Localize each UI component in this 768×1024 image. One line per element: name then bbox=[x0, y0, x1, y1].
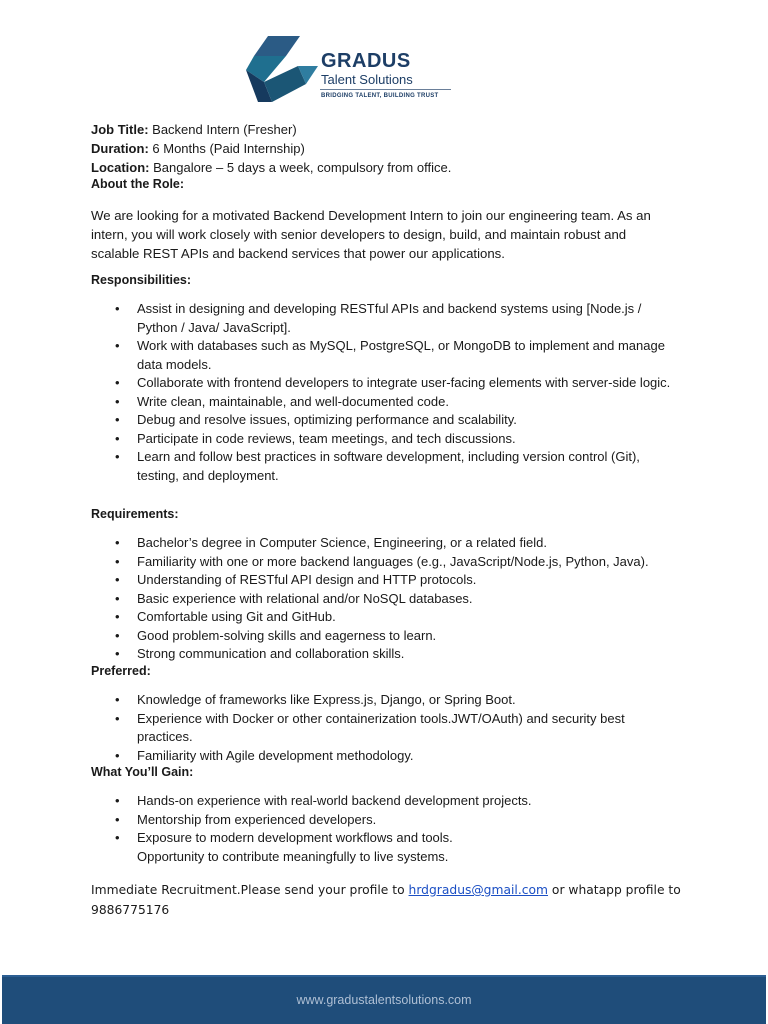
gradus-logo-icon bbox=[244, 36, 320, 102]
list-item: • Work with databases such as MySQL, PostgreSQL, or MongoDB to implement and manage data models. bbox=[91, 337, 681, 374]
list-item: • Learn and follow best practices in software development, including version control (Git), testing, and deployment. bbox=[91, 448, 681, 485]
list-item: • Good problem-solving skills and eagerness to learn. bbox=[91, 627, 681, 646]
preferred-list bbox=[91, 691, 681, 765]
preferred-heading: Preferred: bbox=[91, 664, 151, 678]
job-title-value: Backend Intern (Fresher) bbox=[148, 122, 297, 137]
list-item: • Mentorship from experienced developers. bbox=[91, 811, 681, 830]
list-item: • Debug and resolve issues, optimizing performance and scalability. bbox=[91, 411, 681, 430]
list-item: • Familiarity with Agile development methodology. bbox=[91, 747, 681, 766]
list-item: • Participate in code reviews, team meetings, and tech discussions. bbox=[91, 430, 681, 449]
duration-line bbox=[91, 141, 305, 157]
job-title-label: Job Title: bbox=[91, 122, 149, 137]
contact-middle: or whatapp profile to bbox=[548, 883, 681, 897]
contact-text bbox=[91, 880, 691, 920]
logo-subtitle: Talent Solutions bbox=[321, 72, 413, 87]
list-item: • Experience with Docker or other containerization tools.JWT/OAuth) and security best practices. bbox=[91, 710, 681, 747]
about-heading: About the Role: bbox=[91, 177, 185, 191]
duration-label: Duration: bbox=[91, 141, 149, 156]
company-logo bbox=[244, 36, 454, 102]
footer-website[interactable]: www.gradustalentsolutions.com bbox=[296, 993, 472, 1007]
job-title-line bbox=[91, 122, 297, 138]
gain-list bbox=[91, 792, 681, 866]
contact-phone: 9886775176 bbox=[91, 903, 170, 917]
list-item: • Assist in designing and developing RESTful APIs and backend systems using [Node.js / Python / Java/ JavaScript]. bbox=[91, 300, 681, 337]
logo-tagline: BRIDGING TALENT, BUILDING TRUST bbox=[321, 93, 439, 99]
location-line bbox=[91, 160, 451, 176]
requirements-list bbox=[91, 534, 681, 664]
responsibilities-heading: Responsibilities: bbox=[91, 273, 192, 287]
list-item: • Bachelor’s degree in Computer Science, Engineering, or a related field. bbox=[91, 534, 681, 553]
list-item: • Collaborate with frontend developers to integrate user-facing elements with server-side logic. bbox=[91, 374, 681, 393]
location-value: Bangalore – 5 days a week, compulsory from office. bbox=[149, 160, 452, 175]
list-item: • Familiarity with one or more backend languages (e.g., JavaScript/Node.js, Python, Java). bbox=[91, 553, 681, 572]
logo-divider bbox=[320, 89, 451, 90]
list-item: • Hands-on experience with real-world backend development projects. bbox=[91, 792, 681, 811]
list-item: • Knowledge of frameworks like Express.js, Django, or Spring Boot. bbox=[91, 691, 681, 710]
list-item: • Understanding of RESTful API design and HTTP protocols. bbox=[91, 571, 681, 590]
list-item: • Strong communication and collaboration skills. bbox=[91, 645, 681, 664]
about-text: We are looking for a motivated Backend Development Intern to join our engineering team. As an intern, you will work closely with senior developers to design, build, and maintain robust and scalable REST APIs and backend services that power our applications. bbox=[91, 208, 651, 261]
footer-bar bbox=[2, 975, 766, 1024]
list-item: • Exposure to modern development workflows and tools. bbox=[91, 829, 681, 848]
contact-prefix: Immediate Recruitment.Please send your profile to bbox=[91, 883, 409, 897]
list-item: • Comfortable using Git and GitHub. bbox=[91, 608, 681, 627]
requirements-heading: Requirements: bbox=[91, 507, 179, 521]
list-item: • Write clean, maintainable, and well-documented code. bbox=[91, 393, 681, 412]
list-item-continuation: Opportunity to contribute meaningfully to live systems. bbox=[137, 848, 449, 864]
location-label: Location: bbox=[91, 160, 150, 175]
email-link[interactable]: hrdgradus@gmail.com bbox=[408, 883, 549, 897]
list-item: • Basic experience with relational and/or NoSQL databases. bbox=[91, 590, 681, 609]
responsibilities-list bbox=[91, 300, 681, 485]
duration-value: 6 Months (Paid Internship) bbox=[148, 141, 305, 156]
logo-name: GRADUS bbox=[321, 50, 411, 72]
gain-heading: What You’ll Gain: bbox=[91, 765, 194, 779]
